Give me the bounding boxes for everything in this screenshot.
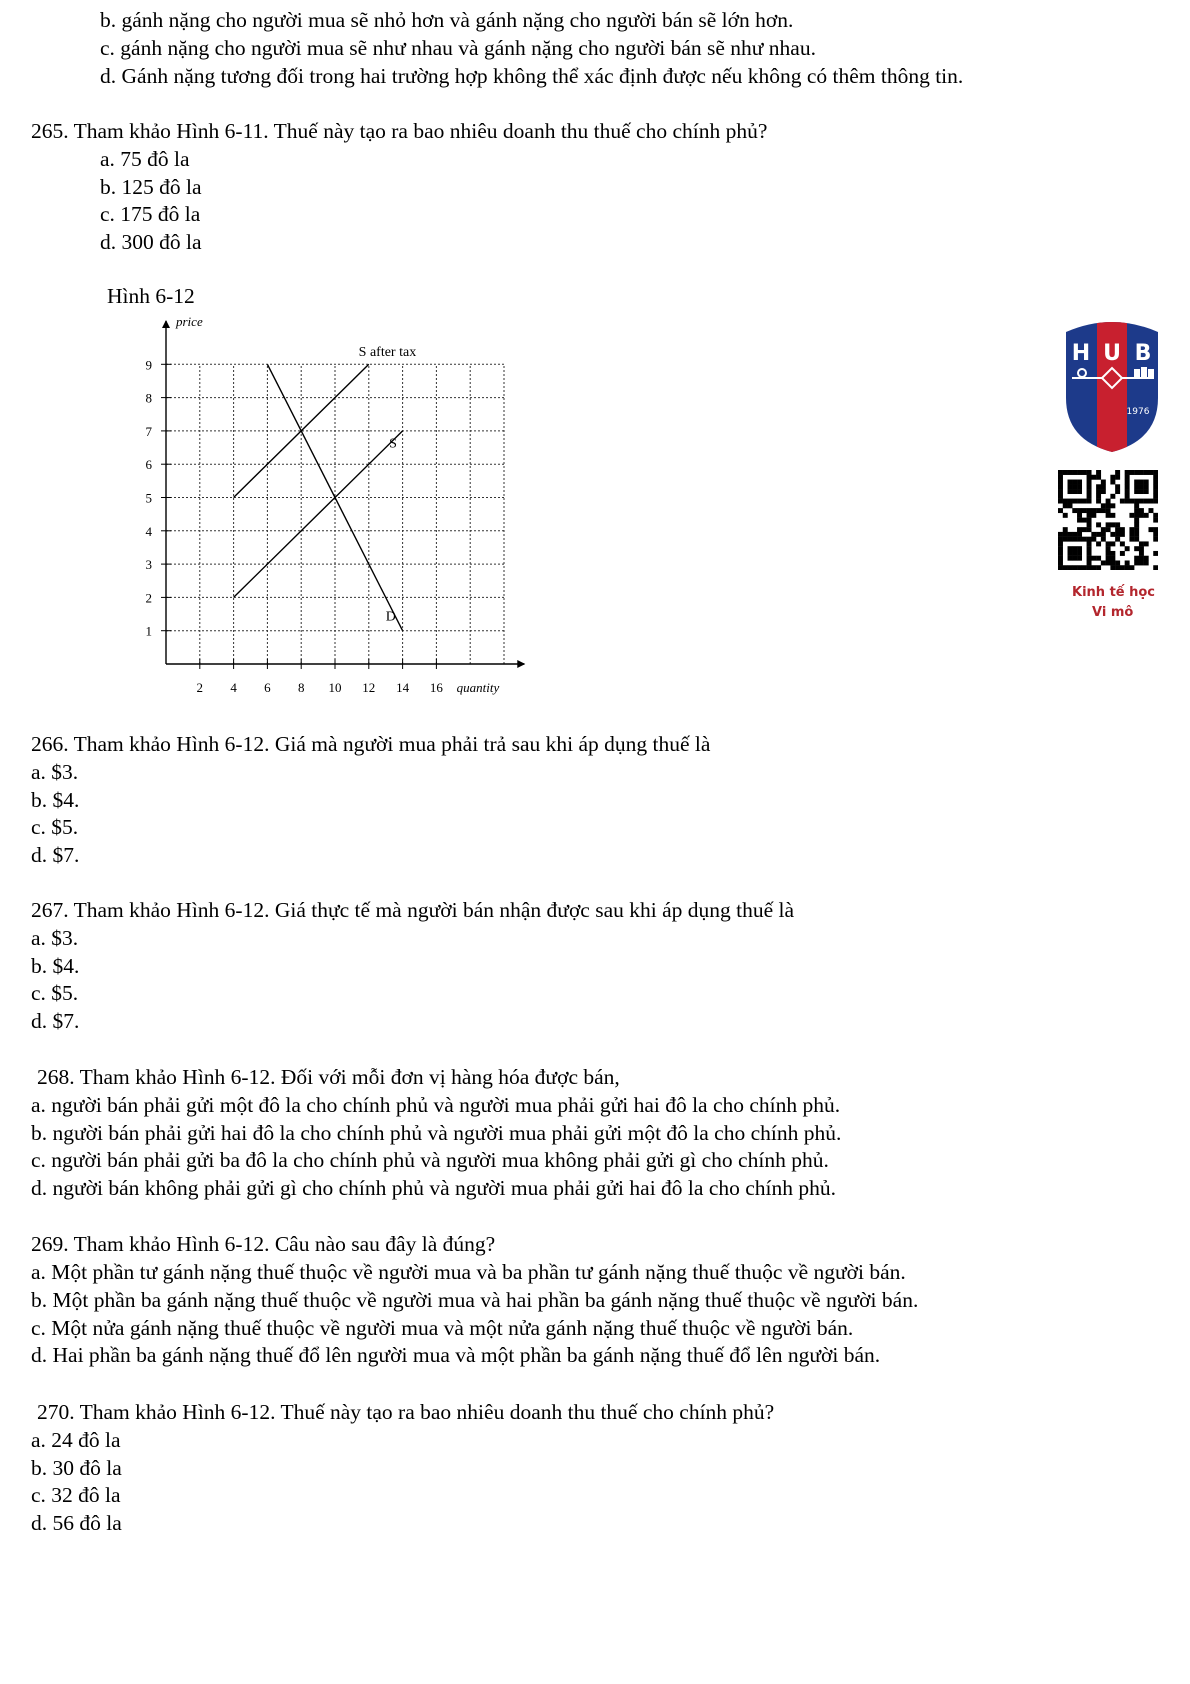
series-label-1: S <box>389 436 397 452</box>
y-tick-label: 2 <box>145 590 152 606</box>
q265-option-b: b. 125 đô la <box>100 175 202 199</box>
q266-option-d: d. $7. <box>31 843 80 867</box>
question-269: 269. Tham khảo Hình 6-12. Câu nào sau đây là đúng? <box>31 1232 496 1256</box>
hub-logo <box>1062 318 1162 454</box>
logo-letter-h: H <box>1071 341 1091 366</box>
q269-option-a: a. Một phần tư gánh nặng thuế thuộc về người mua và ba phần tư gánh nặng thuế thuộc về người bán. <box>31 1260 906 1284</box>
logo-letter-u: U <box>1103 341 1121 366</box>
q265-option-a: a. 75 đô la <box>100 147 190 171</box>
q265-option-d: d. 300 đô la <box>100 230 202 254</box>
q266-option-a: a. $3. <box>31 760 79 784</box>
brand-line-1: Kinh tế học <box>1072 585 1156 600</box>
supply-demand-chart <box>0 0 1190 700</box>
x-tick-label: 4 <box>230 680 237 695</box>
series-label-2: D <box>385 609 396 625</box>
option-d: d. Gánh nặng tương đối trong hai trường hợp không thể xác định được nếu không có thêm thông tin. <box>100 64 964 88</box>
y-tick-label: 3 <box>145 557 152 573</box>
q267-option-c: c. $5. <box>31 981 79 1005</box>
y-tick-label: 5 <box>145 490 152 506</box>
x-tick-label: 12 <box>362 680 376 695</box>
x-tick-label: 14 <box>396 680 410 695</box>
chart-labels <box>146 314 500 695</box>
y-tick-label: 1 <box>145 623 152 639</box>
option-c: c. gánh nặng cho người mua sẽ như nhau và gánh nặng cho người bán sẽ như nhau. <box>100 36 816 60</box>
q270-option-b: b. 30 đô la <box>31 1456 122 1480</box>
figure-caption: Hình 6-12 <box>107 284 195 308</box>
x-tick-label: 6 <box>264 680 271 695</box>
q270-option-c: c. 32 đô la <box>31 1483 121 1507</box>
y-axis-arrow-icon <box>162 320 170 328</box>
question-270: 270. Tham khảo Hình 6-12. Thuế này tạo ra bao nhiêu doanh thu thuế cho chính phủ? <box>37 1400 775 1424</box>
y-tick-label: 4 <box>145 523 152 539</box>
q266-option-c: c. $5. <box>31 815 79 839</box>
q269-option-c: c. Một nửa gánh nặng thuế thuộc về người mua và một nửa gánh nặng thuế thuộc về người bán. <box>31 1316 854 1340</box>
x-tick-label: 2 <box>196 680 204 695</box>
y-tick-label: 8 <box>145 390 152 406</box>
question-267: 267. Tham khảo Hình 6-12. Giá thực tế mà người bán nhận được sau khi áp dụng thuế là <box>31 898 795 922</box>
q270-option-d: d. 56 đô la <box>31 1511 122 1535</box>
x-tick-label: 8 <box>297 680 305 695</box>
logo-year: 1976 <box>1126 407 1150 417</box>
q266-option-b: b. $4. <box>31 788 80 812</box>
y-tick-label: 9 <box>145 357 152 373</box>
q269-option-b: b. Một phần ba gánh nặng thuế thuộc về người mua và hai phần ba gánh nặng thuế thuộc về người bán. <box>31 1288 919 1312</box>
q268-option-a: a. người bán phải gửi một đô la cho chính phủ và người mua phải gửi hai đô la cho chính phủ. <box>31 1093 841 1117</box>
q268-option-d: d. người bán không phải gửi gì cho chính phủ và người mua phải gửi hai đô la cho chính phủ. <box>31 1176 837 1200</box>
q270-option-a: a. 24 đô la <box>31 1428 121 1452</box>
q267-option-a: a. $3. <box>31 926 79 950</box>
q269-option-d: d. Hai phần ba gánh nặng thuế đổ lên người mua và một phần ba gánh nặng thuế đổ lên người bán. <box>31 1343 881 1367</box>
question-266: 266. Tham khảo Hình 6-12. Giá mà người mua phải trả sau khi áp dụng thuế là <box>31 732 711 756</box>
x-tick-label: 10 <box>328 680 342 695</box>
x-axis-arrow-icon <box>517 660 525 668</box>
y-tick-label: 7 <box>145 423 152 439</box>
y-axis-title: price <box>176 314 203 330</box>
q268-option-c: c. người bán phải gửi ba đô la cho chính phủ và người mua không phải gửi gì cho chính phủ. <box>31 1148 829 1172</box>
q267-option-b: b. $4. <box>31 954 80 978</box>
logo-letter-b: B <box>1134 341 1152 366</box>
series-label-0: S after tax <box>358 344 417 360</box>
x-axis-title: quantity <box>456 680 500 695</box>
q265-option-c: c. 175 đô la <box>100 202 201 226</box>
y-tick-label: 6 <box>145 457 152 473</box>
question-268: 268. Tham khảo Hình 6-12. Đối với mỗi đơn vị hàng hóa được bán, <box>37 1065 620 1089</box>
brand-line-2: Vi mô <box>1092 605 1134 620</box>
chart-grid <box>166 364 504 664</box>
option-b: b. gánh nặng cho người mua sẽ nhỏ hơn và gánh nặng cho người bán sẽ lớn hơn. <box>100 8 794 32</box>
qr-code-icon <box>1058 470 1158 570</box>
q268-option-b: b. người bán phải gửi hai đô la cho chính phủ và người mua phải gửi một đô la cho chính phủ. <box>31 1121 842 1145</box>
q267-option-d: d. $7. <box>31 1009 80 1033</box>
question-265: 265. Tham khảo Hình 6-11. Thuế này tạo ra bao nhiêu doanh thu thuế cho chính phủ? <box>31 119 768 143</box>
x-tick-label: 16 <box>429 680 443 695</box>
series-line-1 <box>234 431 403 598</box>
